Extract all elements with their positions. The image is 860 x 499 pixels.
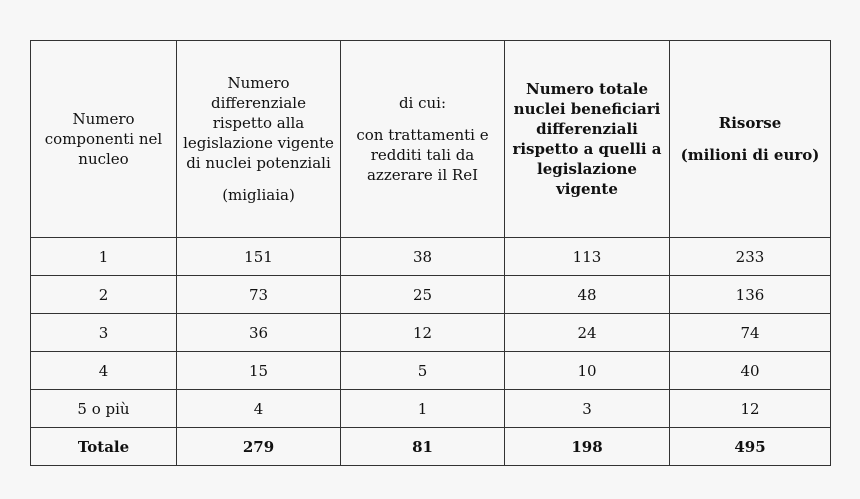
cell-of-which: 5 xyxy=(341,352,505,390)
table-row xyxy=(31,238,831,276)
cell-total-beneficiaries: 10 xyxy=(505,352,670,390)
cell-total-beneficiaries: 3 xyxy=(505,390,670,428)
cell-of-which: 12 xyxy=(341,314,505,352)
header-potential-households-text: Numero differenziale rispetto alla legislazione vigente di nuclei potenziali xyxy=(183,74,334,172)
header-household-members-text: Numero componenti nel nucleo xyxy=(44,110,163,168)
header-resources-unit: (milioni di euro) xyxy=(680,146,820,164)
total-potential: 279 xyxy=(177,428,341,466)
cell-members: 1 xyxy=(31,238,177,276)
total-resources: 495 xyxy=(670,428,831,466)
cell-members: 5 o più xyxy=(31,390,177,428)
header-resources-text: Risorse xyxy=(718,114,782,132)
cell-members: 4 xyxy=(31,352,177,390)
cell-potential: 4 xyxy=(177,390,341,428)
cell-resources: 136 xyxy=(670,276,831,314)
table-row xyxy=(31,314,831,352)
cell-total-beneficiaries: 24 xyxy=(505,314,670,352)
table-row xyxy=(31,352,831,390)
cell-potential: 15 xyxy=(177,352,341,390)
header-potential-households-unit: (migliaia) xyxy=(222,186,295,204)
cell-resources: 40 xyxy=(670,352,831,390)
cell-of-which: 25 xyxy=(341,276,505,314)
cell-members: 3 xyxy=(31,314,177,352)
cell-potential: 151 xyxy=(177,238,341,276)
header-total-beneficiaries xyxy=(505,41,670,238)
total-row xyxy=(31,428,831,466)
table-row xyxy=(31,390,831,428)
header-total-beneficiaries-text: Numero totale nuclei beneficiari differenziali rispetto a quelli a legislazione vigente xyxy=(512,80,662,198)
header-resources xyxy=(670,41,831,238)
cell-potential: 73 xyxy=(177,276,341,314)
table-row xyxy=(31,276,831,314)
total-label: Totale xyxy=(31,428,177,466)
header-of-which-text: di cui: xyxy=(398,94,447,112)
header-of-which-detail: con trattamenti e redditi tali da azzerare il ReI xyxy=(356,126,489,184)
header-household-members xyxy=(31,41,177,238)
cell-total-beneficiaries: 113 xyxy=(505,238,670,276)
cell-total-beneficiaries: 48 xyxy=(505,276,670,314)
beneficiary-table xyxy=(30,40,831,466)
cell-of-which: 1 xyxy=(341,390,505,428)
header-row xyxy=(31,41,831,238)
total-beneficiaries: 198 xyxy=(505,428,670,466)
header-potential-households xyxy=(177,41,341,238)
table-container xyxy=(30,40,830,466)
cell-resources: 12 xyxy=(670,390,831,428)
cell-of-which: 38 xyxy=(341,238,505,276)
cell-potential: 36 xyxy=(177,314,341,352)
cell-members: 2 xyxy=(31,276,177,314)
header-of-which xyxy=(341,41,505,238)
total-of-which: 81 xyxy=(341,428,505,466)
cell-resources: 74 xyxy=(670,314,831,352)
cell-resources: 233 xyxy=(670,238,831,276)
